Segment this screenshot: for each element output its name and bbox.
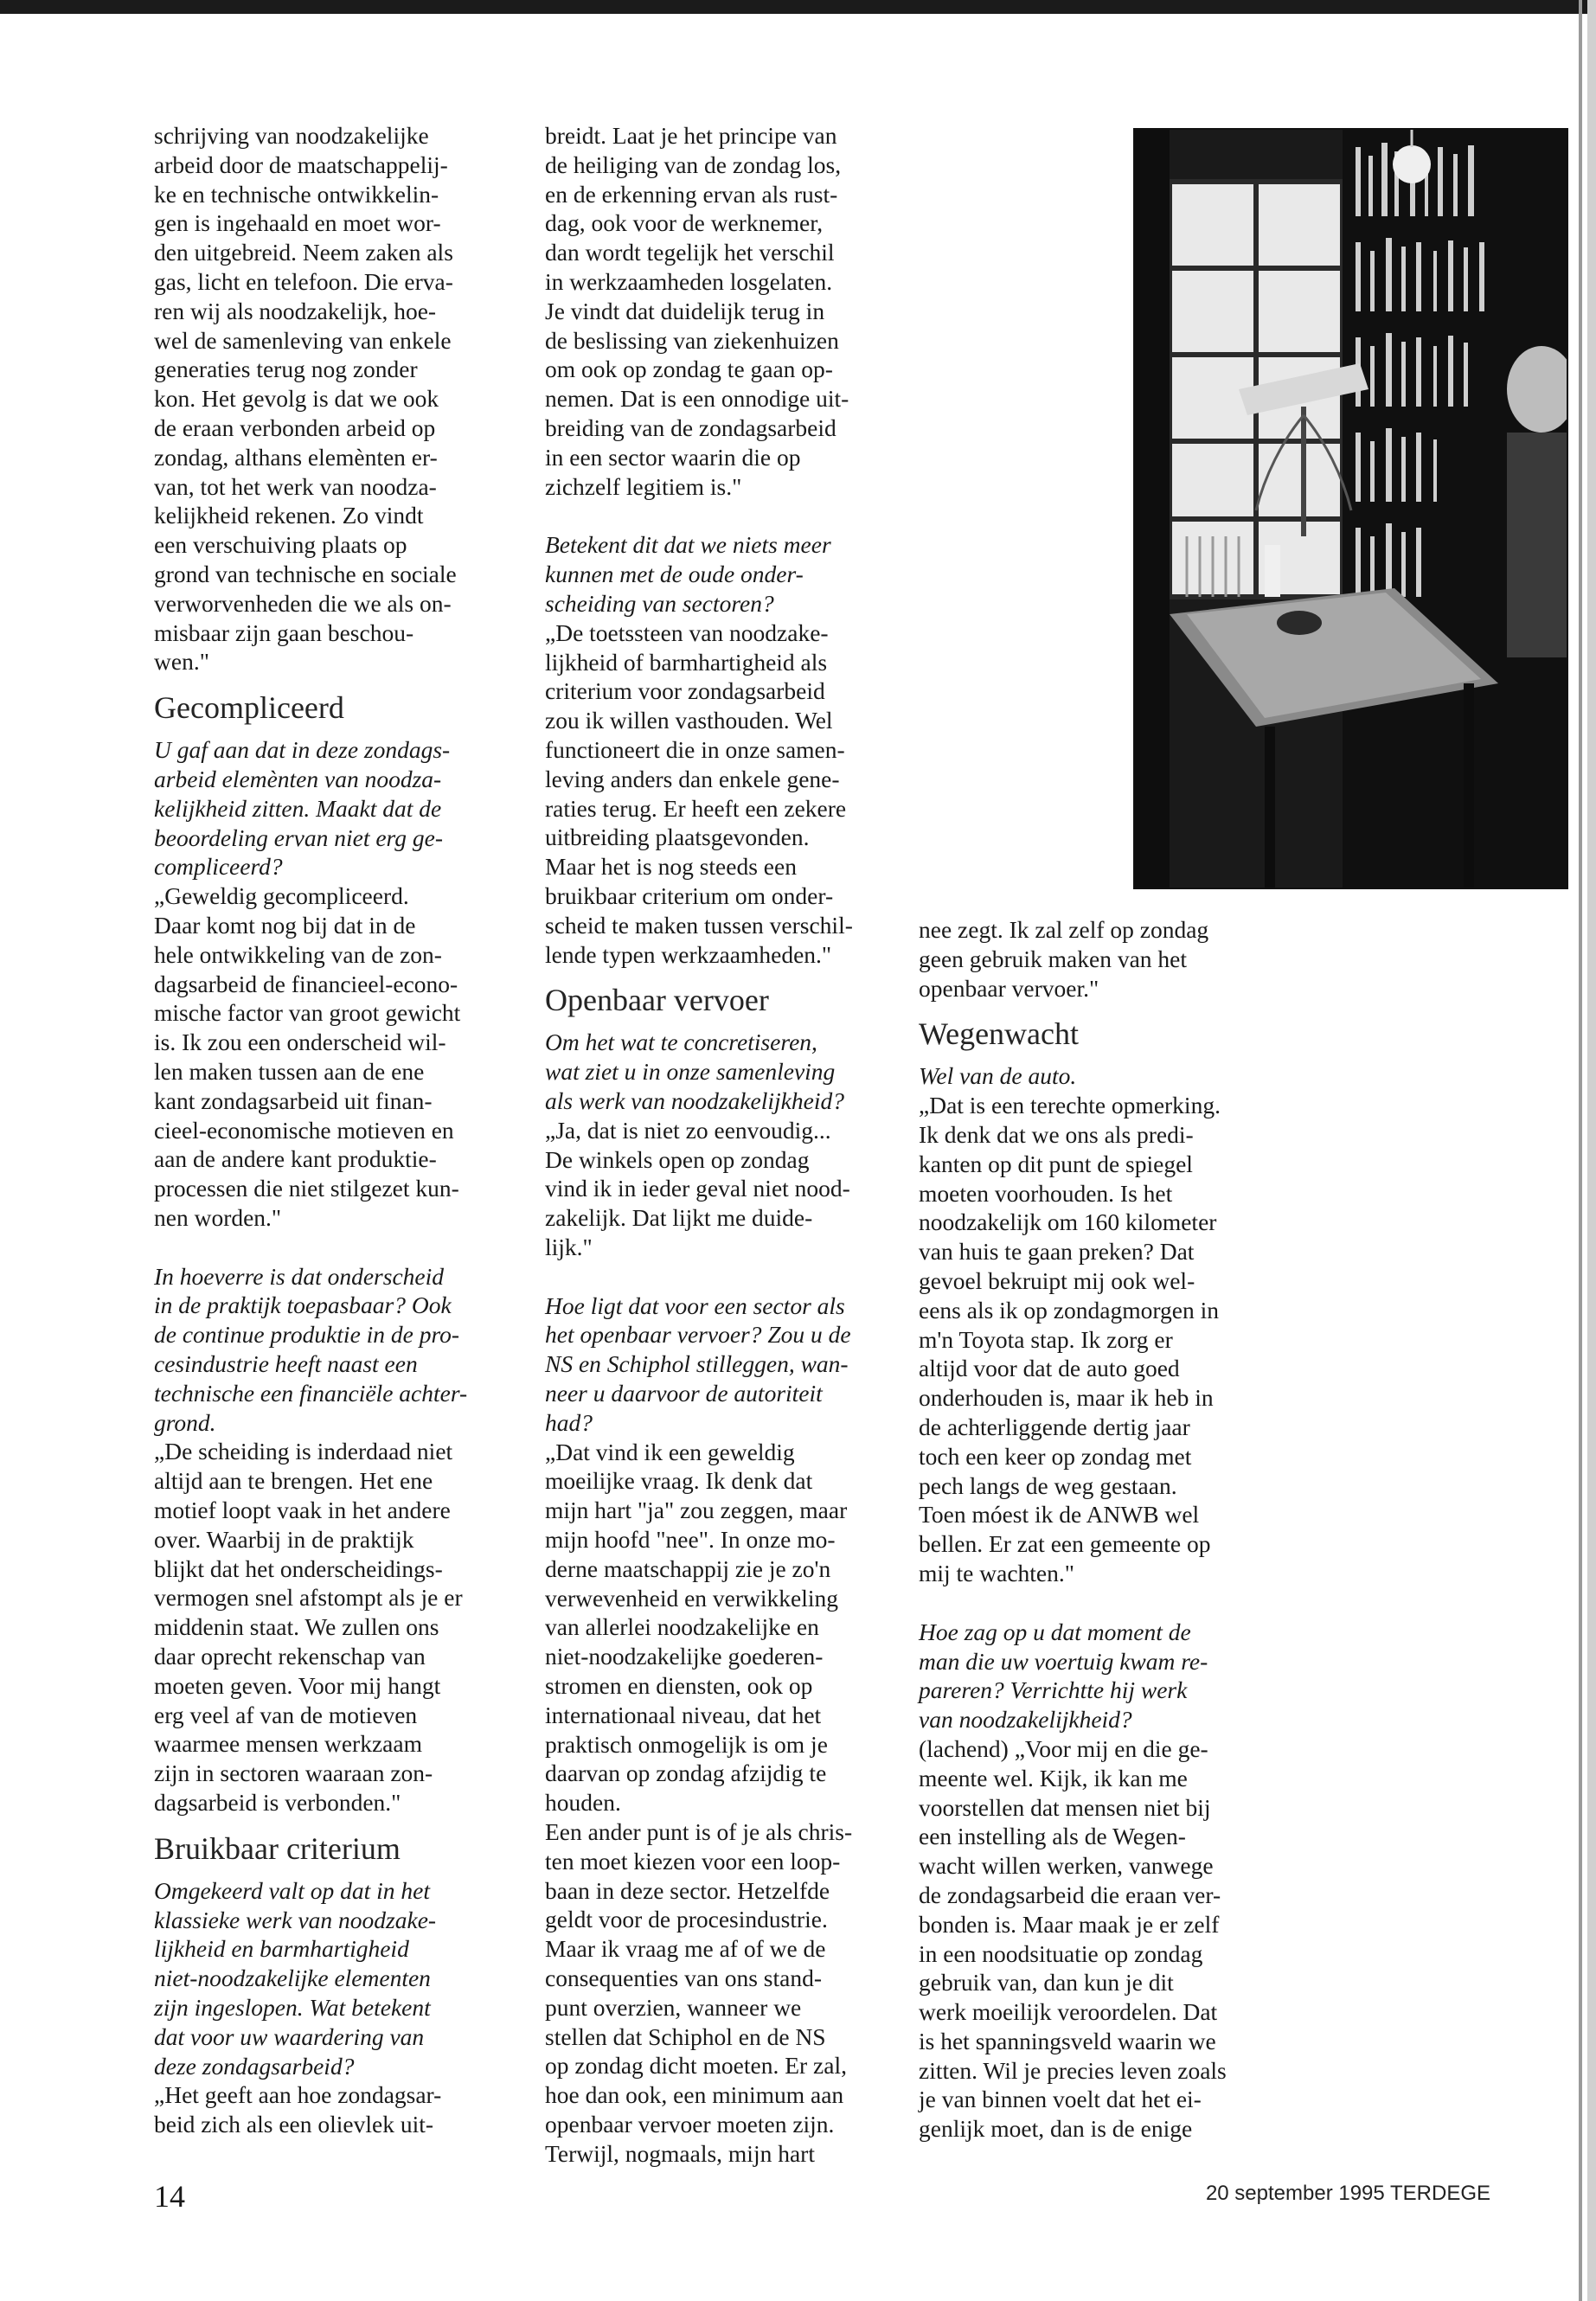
- text-line: openbaar vervoer.": [919, 974, 1099, 1002]
- body-paragraph: [154, 1437, 509, 1817]
- text-line: criterium voor zondagsarbeid: [545, 677, 825, 705]
- text-line: op zondag dicht moeten. Er zal,: [545, 2052, 847, 2080]
- text-line: noodzakelijk om 160 kilometer: [919, 1208, 1217, 1236]
- text-line: Hoe zag op u dat moment de: [919, 1618, 1191, 1645]
- text-line: eens als ik op zondagmorgen in: [919, 1296, 1219, 1324]
- text-line: wat ziet u in onze samenleving: [545, 1058, 836, 1086]
- text-line: deze zondagsarbeid?: [154, 2052, 355, 2080]
- text-line: pech langs de weg gestaan.: [919, 1471, 1177, 1499]
- page-number: 14: [154, 2179, 185, 2214]
- text-line: Toen móest ik de ANWB wel: [919, 1501, 1200, 1529]
- page-right-edge: [1587, 0, 1596, 2301]
- text-line: verwevenheid en verwikkeling: [545, 1584, 839, 1612]
- text-line: Maar het is nog steeds een: [545, 853, 797, 881]
- text-line: beid zich als een olievlek uit-: [154, 2111, 434, 2138]
- interview-question: [919, 1618, 1282, 1734]
- text-line: zitten. Wil je precies leven zoals: [919, 2056, 1227, 2084]
- body-paragraph: [919, 1091, 1282, 1588]
- text-line: de achterliggende dertig jaar: [919, 1413, 1190, 1440]
- text-line: den uitgebreid. Neem zaken als: [154, 239, 453, 266]
- text-line: dagsarbeid is verbonden.": [154, 1789, 401, 1817]
- text-line: raties terug. Er heeft een zekere: [545, 794, 847, 822]
- text-line: zondag, althans elemènten er-: [154, 443, 438, 471]
- text-line: voorstellen dat mensen niet bij: [919, 1793, 1211, 1821]
- text-line: van, tot het werk van noodza-: [154, 472, 437, 500]
- text-line: wel de samenleving van enkele: [154, 326, 452, 354]
- text-line: praktisch onmogelijk is om je: [545, 1730, 828, 1758]
- text-line: houden.: [545, 1789, 621, 1817]
- text-line: onderhouden is, maar ik heb in: [919, 1384, 1214, 1412]
- text-line: de heiliging van de zondag los,: [545, 151, 842, 178]
- text-line: „Geweldig gecompliceerd.: [154, 882, 409, 910]
- text-line: toch een keer op zondag met: [919, 1442, 1192, 1470]
- text-line: kelijkheid zitten. Maakt dat de: [154, 794, 442, 822]
- text-line: in een sector waarin die op: [545, 443, 801, 471]
- text-line: nee zegt. Ik zal zelf op zondag: [919, 916, 1209, 943]
- text-line: gas, licht en telefoon. Die erva-: [154, 267, 453, 295]
- interview-question: [154, 1262, 509, 1438]
- text-line: bellen. Er zat een gemeente op: [919, 1530, 1211, 1558]
- text-line: ten moet kiezen voor een loop-: [545, 1847, 841, 1875]
- text-line: len maken tussen aan de ene: [154, 1057, 425, 1085]
- body-paragraph: [545, 1116, 898, 1262]
- text-line: het openbaar vervoer? Zou u de: [545, 1321, 851, 1349]
- text-line: derne maatschappij zie je zo'n: [545, 1554, 831, 1582]
- text-line: generaties terug nog zonder: [154, 356, 418, 383]
- text-line: Je vindt dat duidelijk terug in: [545, 297, 825, 324]
- body-paragraph: [154, 881, 509, 1233]
- text-line: zichzelf legitiem is.": [545, 472, 742, 500]
- interview-question: [154, 1876, 509, 2081]
- text-line: hele ontwikkeling van de zon-: [154, 940, 442, 968]
- text-line: arbeid elemènten van noodza-: [154, 765, 442, 792]
- text-line: van noodzakelijkheid?: [919, 1706, 1132, 1734]
- text-line: internationaal niveau, dat het: [545, 1701, 822, 1728]
- text-line: stellen dat Schiphol en de NS: [545, 2022, 826, 2050]
- text-line: in de praktijk toepasbaar? Ook: [154, 1292, 452, 1319]
- text-line: je van binnen voelt dat het ei-: [919, 2086, 1202, 2113]
- text-line: dat voor uw waardering van: [154, 2022, 425, 2050]
- text-line: altijd voor dat de auto goed: [919, 1355, 1180, 1382]
- text-line: man die uw voertuig kwam re-: [919, 1647, 1208, 1675]
- text-line: uitbreiding plaatsgevonden.: [545, 824, 810, 851]
- text-line: kanten op dit punt de spiegel: [919, 1150, 1193, 1177]
- text-line: kon. Het gevolg is dat we ook: [154, 385, 439, 413]
- body-paragraph: [545, 121, 898, 501]
- text-line: consequenties van ons stand-: [545, 1965, 822, 1992]
- text-line: verworvenheden die we als on-: [154, 589, 452, 617]
- text-line: „Dat vind ik een geweldig: [545, 1438, 795, 1465]
- text-line: en de erkenning ervan als rust-: [545, 180, 838, 208]
- subheading-openbaar-vervoer: Openbaar vervoer: [545, 983, 769, 1018]
- text-line: „Ja, dat is niet zo eenvoudig...: [545, 1116, 831, 1144]
- text-line: lijkheid of barmhartigheid als: [545, 648, 828, 676]
- text-line: cieel-economische motieven en: [154, 1116, 454, 1144]
- text-line: neer u daarvoor de autoriteit: [545, 1380, 823, 1407]
- text-line: ke en technische ontwikkelin-: [154, 180, 439, 208]
- text-line: technische een financiële achter-: [154, 1379, 468, 1407]
- text-line: leving anders dan enkele gene-: [545, 765, 840, 792]
- text-line: scheiding van sectoren?: [545, 589, 774, 617]
- text-line: „Het geeft aan hoe zondagsar-: [154, 2081, 442, 2109]
- text-line: geen gebruik maken van het: [919, 945, 1188, 972]
- text-line: Betekent dit dat we niets meer: [545, 531, 831, 559]
- body-paragraph: [545, 1438, 898, 2169]
- text-line: Een ander punt is of je als chris-: [545, 1818, 853, 1846]
- text-line: breiding van de zondagsarbeid: [545, 413, 836, 441]
- text-line: Maar ik vraag me af of we de: [545, 1935, 826, 1963]
- text-line: kant zondagsarbeid uit finan-: [154, 1086, 433, 1114]
- text-line: daar oprecht rekenschap van: [154, 1643, 426, 1670]
- text-line: dan wordt tegelijk het verschil: [545, 239, 835, 266]
- footer-date-magazine: 20 september 1995 TERDEGE: [1205, 2182, 1490, 2205]
- body-paragraph: [545, 619, 898, 970]
- subheading-gecompliceerd: Gecompliceerd: [154, 690, 344, 726]
- text-line: om ook op zondag te gaan op-: [545, 356, 833, 383]
- text-line: Wel van de auto.: [919, 1062, 1077, 1090]
- text-line: moeten voorhouden. Is het: [919, 1179, 1173, 1207]
- text-line: „De scheiding is inderdaad niet: [154, 1438, 453, 1465]
- text-line: hoe dan ook, een minimum aan: [545, 2081, 844, 2109]
- text-line: zijn ingeslopen. Wat betekent: [154, 1994, 431, 2022]
- study-room-photo: [1133, 128, 1568, 889]
- column-2: [545, 121, 898, 2169]
- text-line: arbeid door de maatschappelij-: [154, 151, 448, 178]
- text-line: In hoeverre is dat onderscheid: [154, 1262, 445, 1290]
- text-line: werk moeilijk veroordelen. Dat: [919, 1998, 1218, 2026]
- text-line: van huis te gaan preken? Dat: [919, 1238, 1195, 1266]
- text-line: openbaar vervoer moeten zijn.: [545, 2111, 835, 2138]
- text-line: „Dat is een terechte opmerking.: [919, 1092, 1221, 1119]
- text-line: een instelling als de Wegen-: [919, 1823, 1186, 1850]
- text-line: bonden is. Maar maak je er zelf: [919, 1910, 1220, 1938]
- text-line: middenin staat. We zullen ons: [154, 1613, 439, 1641]
- text-line: zakelijk. Dat lijkt me duide-: [545, 1204, 813, 1232]
- text-line: schrijving van noodzakelijke: [154, 122, 429, 149]
- text-line: zijn in sectoren waaraan zon-: [154, 1759, 433, 1787]
- column-3: [919, 915, 1282, 2144]
- text-line: nen worden.": [154, 1203, 282, 1231]
- text-line: de eraan verbonden arbeid op: [154, 413, 436, 441]
- text-line: is. Ik zou een onderscheid wil-: [154, 1029, 446, 1056]
- text-line: mijn hoofd "nee". In onze mo-: [545, 1526, 836, 1554]
- text-line: NS en Schiphol stilleggen, wan-: [545, 1350, 849, 1378]
- text-line: ren wij als noodzakelijk, hoe-: [154, 297, 437, 324]
- text-line: Om het wat te concretiseren,: [545, 1029, 817, 1056]
- text-line: De winkels open op zondag: [545, 1145, 810, 1173]
- text-line: waarmee mensen werkzaam: [154, 1730, 422, 1758]
- body-paragraph: [919, 915, 1282, 1003]
- text-line: grond.: [154, 1408, 216, 1436]
- text-line: cesindustrie heeft naast een: [154, 1350, 418, 1378]
- text-line: de continue produktie in de pro-: [154, 1321, 460, 1349]
- page-binding-shadow: [1579, 0, 1582, 2301]
- text-line: daarvan op zondag afzijdig te: [545, 1759, 827, 1787]
- text-line: zou ik willen vasthouden. Wel: [545, 707, 833, 734]
- text-line: dagsarbeid de financieel-econo-: [154, 970, 458, 997]
- subheading-wegenwacht: Wegenwacht: [919, 1016, 1080, 1052]
- text-line: aan de andere kant produktie-: [154, 1145, 437, 1173]
- interview-question: [545, 530, 898, 618]
- text-line: gebruik van, dan kun je dit: [919, 1969, 1174, 1997]
- text-line: erg veel af van de motieven: [154, 1701, 418, 1728]
- text-line: misbaar zijn gaan beschou-: [154, 619, 414, 646]
- text-line: „De toetssteen van noodzake-: [545, 619, 829, 646]
- text-line: Ik denk dat we ons als predi-: [919, 1120, 1194, 1148]
- text-line: over. Waarbij in de praktijk: [154, 1525, 414, 1553]
- text-line: (lachend) „Voor mij en die ge-: [919, 1734, 1208, 1762]
- text-line: scheid te maken tussen verschil-: [545, 911, 853, 939]
- text-line: gevoel bekruipt mij ook wel-: [919, 1266, 1195, 1294]
- text-line: in een noodsituatie op zondag: [919, 1939, 1203, 1967]
- text-line: punt overzien, wanneer we: [545, 1993, 802, 2021]
- text-line: grond van technische en sociale: [154, 560, 457, 587]
- text-line: Daar komt nog bij dat in de: [154, 911, 416, 939]
- text-line: niet-noodzakelijke elementen: [154, 1965, 431, 1992]
- text-line: nemen. Dat is een onnodige uit-: [545, 385, 849, 413]
- page-top-edge: [0, 0, 1596, 14]
- text-line: kunnen met de oude onder-: [545, 561, 804, 588]
- text-line: meente wel. Kijk, ik kan me: [919, 1764, 1188, 1791]
- text-line: bruikbaar criterium om onder-: [545, 881, 834, 909]
- text-line: in werkzaamheden losgelaten.: [545, 267, 833, 295]
- text-line: mijn hart "ja" zou zeggen, maar: [545, 1497, 848, 1524]
- text-line: kelijkheid rekenen. Zo vindt: [154, 502, 424, 529]
- column-1: [154, 121, 509, 2139]
- body-paragraph: [154, 2080, 509, 2139]
- text-line: stromen en diensten, ook op: [545, 1672, 813, 1700]
- text-line: functioneert die in onze samen-: [545, 735, 845, 763]
- text-line: niet-noodzakelijke goederen-: [545, 1643, 824, 1670]
- text-line: pareren? Verrichtte hij werk: [919, 1676, 1188, 1704]
- text-line: lijkheid en barmhartigheid: [154, 1935, 409, 1963]
- text-line: mij te wachten.": [919, 1559, 1074, 1586]
- interview-question: [154, 735, 509, 881]
- subheading-bruikbaar-criterium: Bruikbaar criterium: [154, 1830, 401, 1866]
- text-line: processen die niet stilgezet kun-: [154, 1175, 459, 1202]
- body-paragraph: [154, 121, 509, 676]
- text-line: lende typen werkzaamheden.": [545, 940, 832, 968]
- interview-question: [545, 1292, 898, 1438]
- text-line: de zondagsarbeid die eraan ver-: [919, 1881, 1221, 1908]
- text-line: Omgekeerd valt op dat in het: [154, 1876, 430, 1904]
- text-line: geldt voor de procesindustrie.: [545, 1906, 828, 1933]
- text-line: Terwijl, nogmaals, mijn hart: [545, 2139, 815, 2167]
- text-line: wacht willen werken, vanwege: [919, 1852, 1214, 1880]
- text-line: U gaf aan dat in deze zondags-: [154, 736, 451, 764]
- interview-question: [919, 1061, 1282, 1091]
- text-line: genlijk moet, dan is de enige: [919, 2115, 1193, 2143]
- text-line: een verschuiving plaats op: [154, 531, 407, 559]
- text-line: is het spanningsveld waarin we: [919, 2027, 1216, 2054]
- text-line: motief loopt vaak in het andere: [154, 1497, 451, 1524]
- photo-illustration: [1135, 130, 1567, 888]
- text-line: blijkt dat het onderscheidings-: [154, 1554, 443, 1582]
- text-line: moeten geven. Voor mij hangt: [154, 1671, 441, 1699]
- text-line: altijd aan te brengen. Het ene: [154, 1467, 433, 1495]
- text-line: dag, ook voor de werknemer,: [545, 209, 824, 237]
- text-line: klassieke werk van noodzake-: [154, 1906, 437, 1933]
- text-line: breidt. Laat je het principe van: [545, 122, 837, 149]
- text-line: de beslissing van ziekenhuizen: [545, 326, 839, 354]
- text-line: vermogen snel afstompt als je er: [154, 1584, 463, 1612]
- text-line: beoordeling ervan niet erg ge-: [154, 824, 443, 851]
- text-line: van allerlei noodzakelijke en: [545, 1613, 819, 1641]
- text-line: Hoe ligt dat voor een sector als: [545, 1292, 845, 1319]
- text-line: m'n Toyota stap. Ik zorg er: [919, 1325, 1173, 1353]
- text-line: lijk.": [545, 1233, 593, 1260]
- text-line: had?: [545, 1408, 593, 1436]
- text-line: gen is ingehaald en moet wor-: [154, 209, 441, 237]
- text-line: compliceerd?: [154, 853, 283, 881]
- text-line: baan in deze sector. Hetzelfde: [545, 1876, 830, 1904]
- text-line: moeilijke vraag. Ik denk dat: [545, 1467, 813, 1495]
- interview-question: [545, 1028, 898, 1115]
- text-line: als werk van noodzakelijkheid?: [545, 1086, 844, 1114]
- text-line: wen.": [154, 648, 209, 676]
- body-paragraph: [919, 1734, 1282, 2144]
- text-line: mische factor van groot gewicht: [154, 999, 461, 1027]
- text-line: vind ik in ieder geval niet nood-: [545, 1175, 850, 1202]
